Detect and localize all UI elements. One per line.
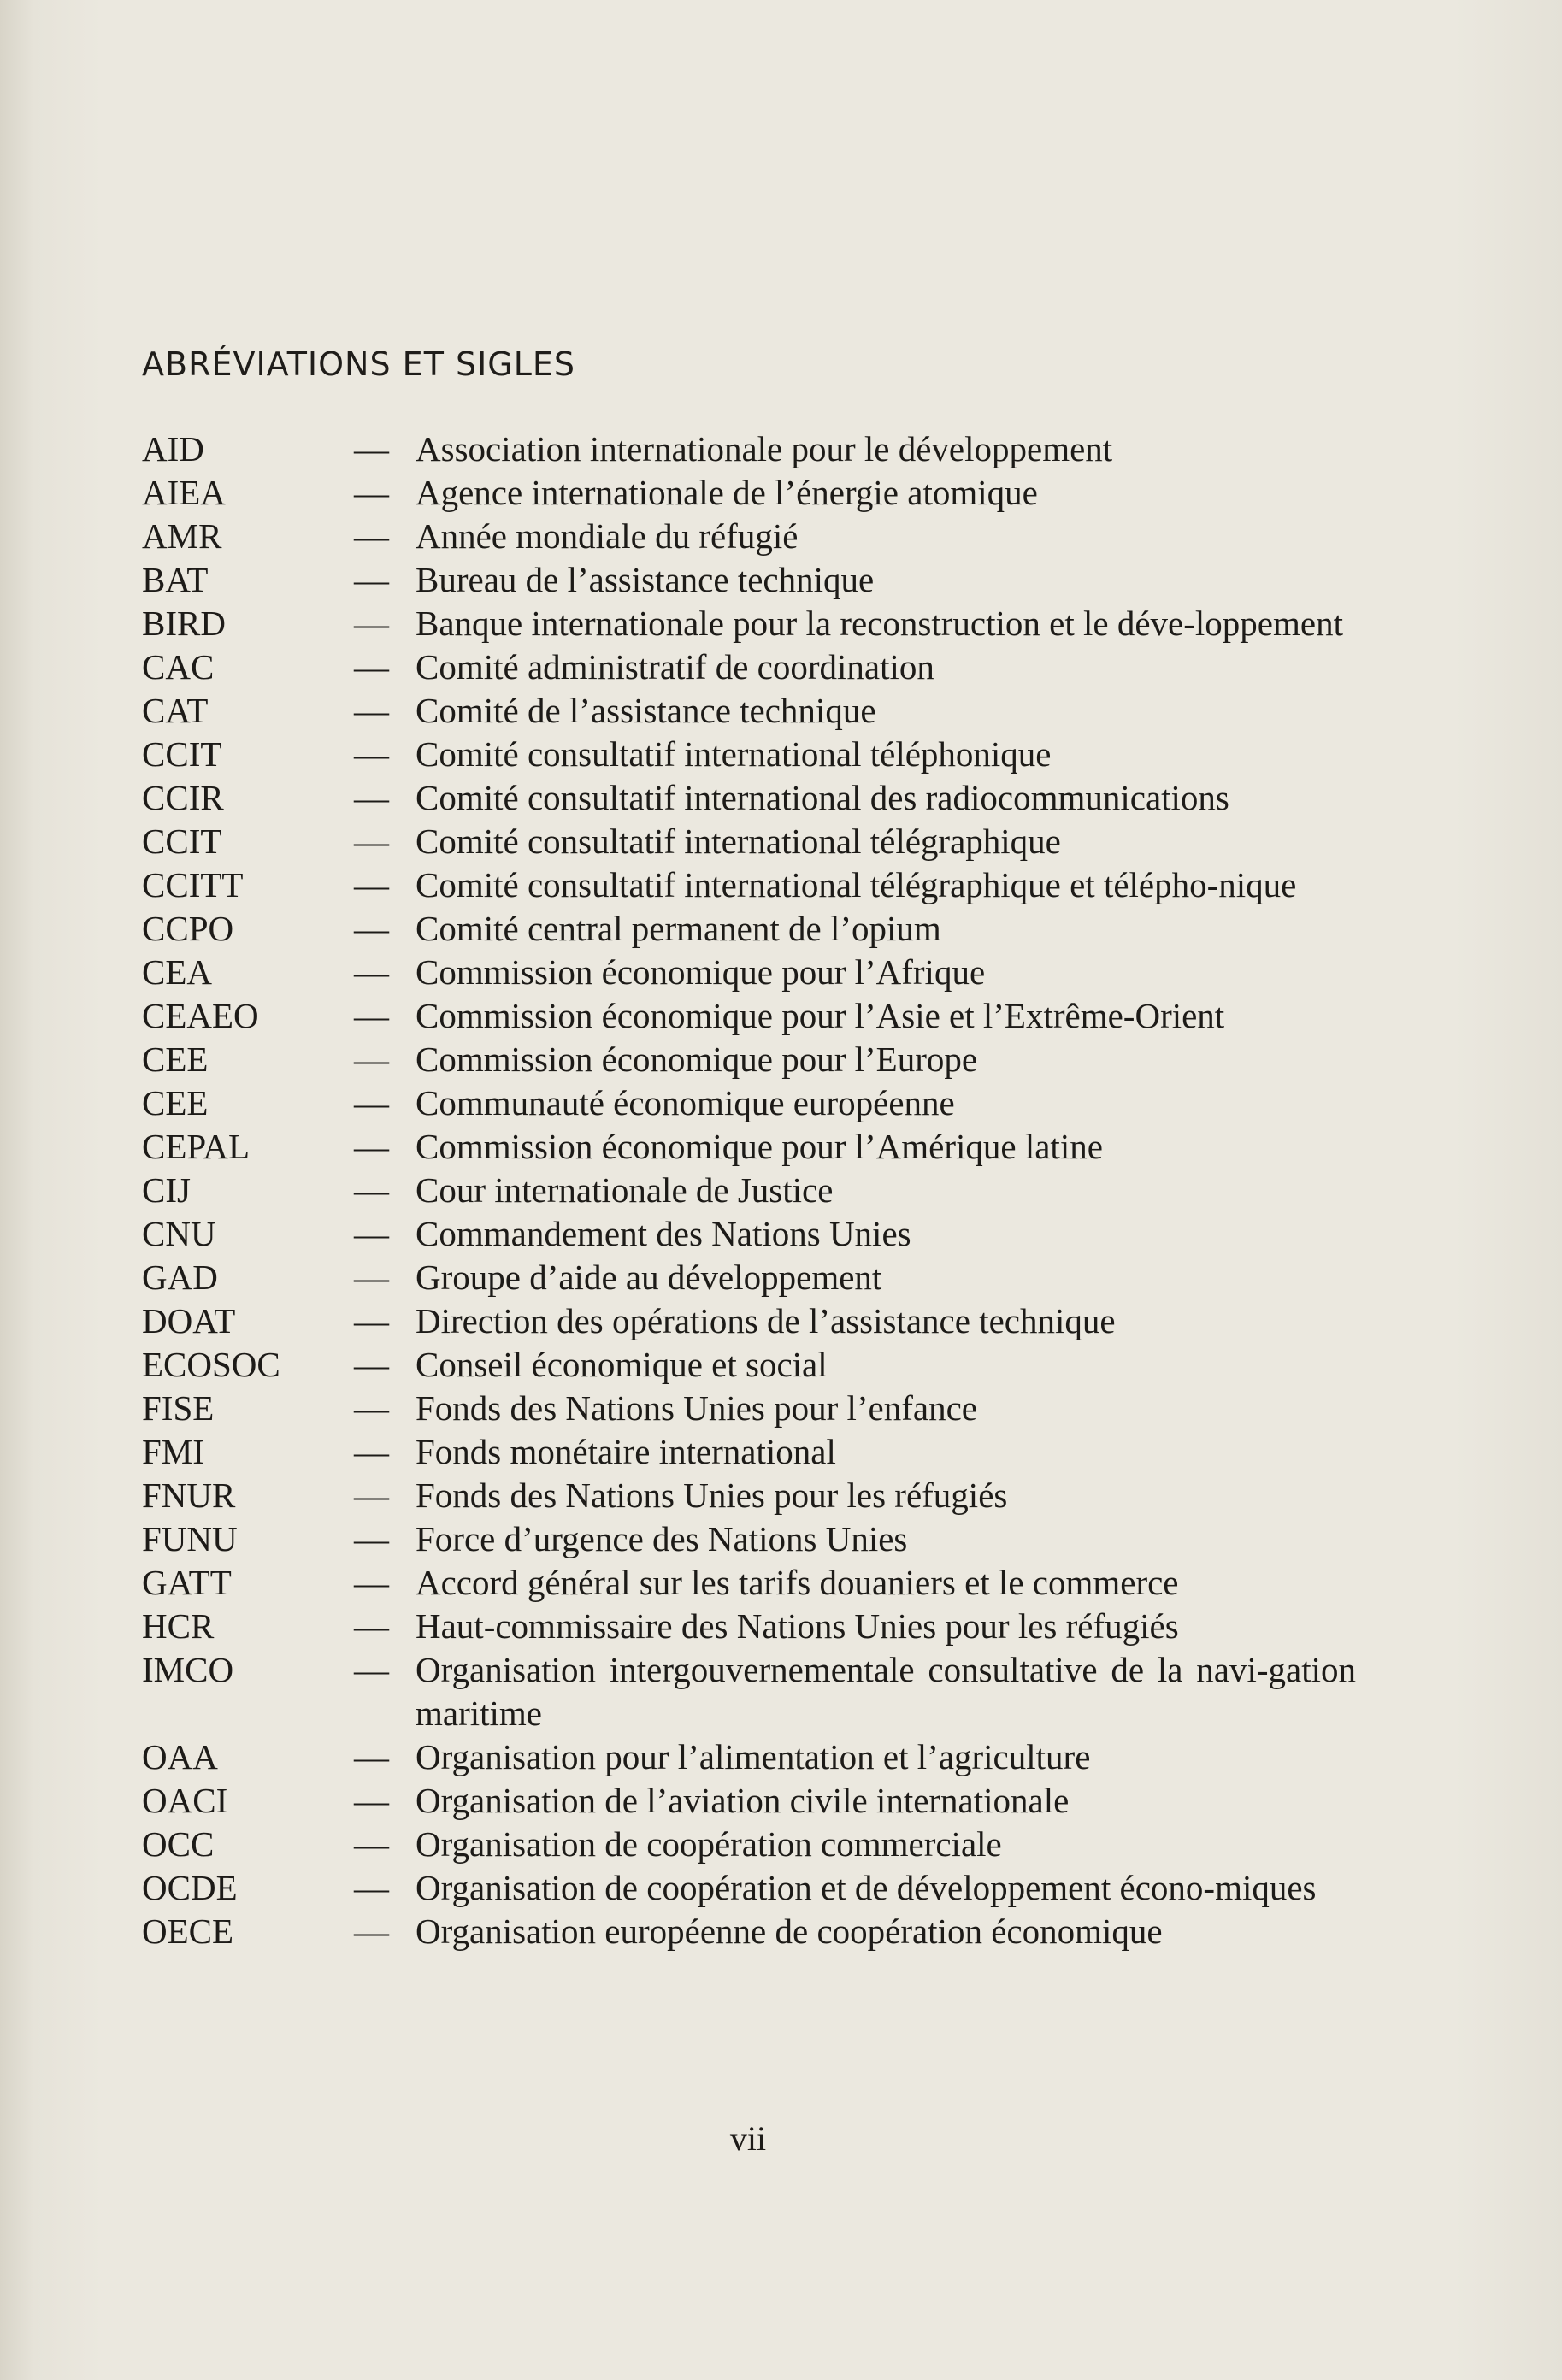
dash-separator: — — [354, 1606, 389, 1646]
list-item — [142, 1169, 1356, 1212]
abbreviation: CIJ — [142, 1170, 191, 1210]
abbreviation: CEE — [142, 1040, 209, 1079]
abbreviation: FISE — [142, 1388, 215, 1428]
definition: Organisation pour l’alimentation et l’agriculture — [416, 1737, 1091, 1776]
definition: Direction des opérations de l’assistance technique — [416, 1301, 1116, 1340]
abbreviation: AIEA — [142, 473, 226, 512]
definition: Commission économique pour l’Amérique latine — [416, 1127, 1103, 1166]
list-item — [142, 951, 1356, 994]
abbreviation: FMI — [142, 1432, 204, 1471]
dash-separator: — — [354, 1519, 389, 1558]
definition: Groupe d’aide au développement — [416, 1258, 882, 1297]
list-item — [142, 1605, 1356, 1648]
dash-separator: — — [354, 909, 389, 948]
abbreviation: CCPO — [142, 909, 234, 948]
definition: Association internationale pour le développement — [416, 429, 1113, 468]
dash-separator: — — [354, 1650, 389, 1689]
dash-separator: — — [354, 1781, 389, 1820]
abbreviation: CCIT — [142, 822, 222, 861]
dash-separator: — — [354, 1127, 389, 1166]
list-item — [142, 1823, 1356, 1866]
dash-separator: — — [354, 1824, 389, 1864]
abbreviation: CEA — [142, 952, 212, 992]
list-item — [142, 1299, 1356, 1343]
dash-separator: — — [354, 1912, 389, 1951]
list-item — [142, 602, 1356, 645]
abbreviation: CEPAL — [142, 1127, 251, 1166]
abbreviation: OAA — [142, 1737, 218, 1776]
dash-separator: — — [354, 473, 389, 512]
dash-separator: — — [354, 952, 389, 992]
dash-separator: — — [354, 1868, 389, 1907]
list-item — [142, 427, 1356, 471]
list-item — [142, 1038, 1356, 1081]
list-item — [142, 1387, 1356, 1430]
list-item — [142, 1256, 1356, 1299]
definition: Année mondiale du réfugié — [416, 516, 799, 556]
definition: Fonds monétaire international — [416, 1432, 836, 1471]
abbreviation: CEAEO — [142, 996, 259, 1035]
definition: Fonds des Nations Unies pour l’enfance — [416, 1388, 978, 1428]
list-item — [142, 733, 1356, 776]
definition: Comité consultatif international téléphonique — [416, 734, 1052, 774]
definition: Cour internationale de Justice — [416, 1170, 834, 1210]
abbreviation: ECOSOC — [142, 1345, 280, 1384]
definition: Accord général sur les tarifs douaniers et le commerce — [416, 1563, 1179, 1602]
definition: Banque internationale pour la reconstruction et le déve-loppement — [416, 604, 1343, 643]
definition: Haut-commissaire des Nations Unies pour les réfugiés — [416, 1606, 1179, 1646]
abbreviation: CCITT — [142, 865, 244, 904]
definition: Comité consultatif international télégraphique et télépho-nique — [416, 865, 1297, 904]
dash-separator: — — [354, 1258, 389, 1297]
abbreviation: DOAT — [142, 1301, 236, 1340]
dash-separator: — — [354, 604, 389, 643]
abbreviation: AID — [142, 429, 204, 468]
abbreviation: FNUR — [142, 1476, 236, 1515]
list-item — [142, 471, 1356, 515]
abbreviation: OECE — [142, 1912, 234, 1951]
list-item — [142, 515, 1356, 558]
abbreviation: FUNU — [142, 1519, 238, 1558]
definition: Organisation de coopération et de développement écono-miques — [416, 1868, 1317, 1907]
definition: Comité administratif de coordination — [416, 647, 934, 686]
list-item — [142, 645, 1356, 689]
definition: Organisation européenne de coopération économique — [416, 1912, 1163, 1951]
list-item — [142, 689, 1356, 733]
dash-separator: — — [354, 734, 389, 774]
page-number: vii — [729, 2119, 767, 2158]
abbreviation: AMR — [142, 516, 222, 556]
list-item — [142, 1081, 1356, 1125]
definition: Commission économique pour l’Asie et l’Extrême-Orient — [416, 996, 1225, 1035]
definition: Bureau de l’assistance technique — [416, 560, 875, 599]
abbreviation: IMCO — [142, 1650, 234, 1689]
list-item — [142, 1779, 1356, 1823]
definition: Force d’urgence des Nations Unies — [416, 1519, 908, 1558]
definition: Conseil économique et social — [416, 1345, 828, 1384]
abbreviation: HCR — [142, 1606, 215, 1646]
dash-separator: — — [354, 1170, 389, 1210]
list-item — [142, 1735, 1356, 1779]
list-item — [142, 994, 1356, 1038]
list-item — [142, 1125, 1356, 1169]
abbreviation: CNU — [142, 1214, 216, 1253]
definition: Organisation de l’aviation civile internationale — [416, 1781, 1070, 1820]
dash-separator: — — [354, 516, 389, 556]
abbreviation: BIRD — [142, 604, 226, 643]
dash-separator: — — [354, 865, 389, 904]
abbreviation-list — [142, 427, 1356, 1953]
abbreviation: OCC — [142, 1824, 215, 1864]
dash-separator: — — [354, 1083, 389, 1122]
list-item — [142, 1430, 1356, 1474]
definition: Organisation de coopération commerciale — [416, 1824, 1002, 1864]
abbreviation: OCDE — [142, 1868, 238, 1907]
dash-separator: — — [354, 1476, 389, 1515]
abbreviation: GATT — [142, 1563, 232, 1602]
abbreviation: BAT — [142, 560, 209, 599]
dash-separator: — — [354, 822, 389, 861]
list-item — [142, 1212, 1356, 1256]
dash-separator: — — [354, 1737, 389, 1776]
list-item — [142, 820, 1356, 863]
list-item — [142, 1561, 1356, 1605]
dash-separator: — — [354, 1563, 389, 1602]
list-item — [142, 1474, 1356, 1517]
definition: Communauté économique européenne — [416, 1083, 955, 1122]
definition: Agence internationale de l’énergie atomique — [416, 473, 1038, 512]
dash-separator: — — [354, 1432, 389, 1471]
dash-separator: — — [354, 647, 389, 686]
dash-separator: — — [354, 1301, 389, 1340]
dash-separator: — — [354, 1345, 389, 1384]
abbreviation: CCIT — [142, 734, 222, 774]
list-item — [142, 907, 1356, 951]
definition: Comité de l’assistance technique — [416, 691, 876, 730]
abbreviation: OACI — [142, 1781, 228, 1820]
abbreviation: CAT — [142, 691, 209, 730]
definition: Organisation intergouvernementale consultative de la navi-gation maritime — [416, 1650, 1356, 1733]
list-item — [142, 558, 1356, 602]
list-item — [142, 1866, 1356, 1910]
list-item — [142, 1517, 1356, 1561]
definition: Commission économique pour l’Afrique — [416, 952, 986, 992]
dash-separator: — — [354, 996, 389, 1035]
page-heading: ABRÉVIATIONS ET SIGLES — [142, 345, 576, 383]
dash-separator: — — [354, 1040, 389, 1079]
abbreviation: CAC — [142, 647, 215, 686]
definition: Commandement des Nations Unies — [416, 1214, 911, 1253]
abbreviation: GAD — [142, 1258, 218, 1297]
list-item — [142, 776, 1356, 820]
definition: Commission économique pour l’Europe — [416, 1040, 978, 1079]
definition: Comité central permanent de l’opium — [416, 909, 941, 948]
abbreviation: CCIR — [142, 778, 224, 817]
dash-separator: — — [354, 1214, 389, 1253]
list-item — [142, 1910, 1356, 1953]
dash-separator: — — [354, 691, 389, 730]
dash-separator: — — [354, 429, 389, 468]
definition: Fonds des Nations Unies pour les réfugiés — [416, 1476, 1008, 1515]
dash-separator: — — [354, 778, 389, 817]
abbreviation: CEE — [142, 1083, 209, 1122]
list-item — [142, 1648, 1356, 1735]
list-item — [142, 1343, 1356, 1387]
list-item — [142, 863, 1356, 907]
dash-separator: — — [354, 560, 389, 599]
definition: Comité consultatif international télégraphique — [416, 822, 1061, 861]
definition: Comité consultatif international des radiocommunications — [416, 778, 1229, 817]
dash-separator: — — [354, 1388, 389, 1428]
